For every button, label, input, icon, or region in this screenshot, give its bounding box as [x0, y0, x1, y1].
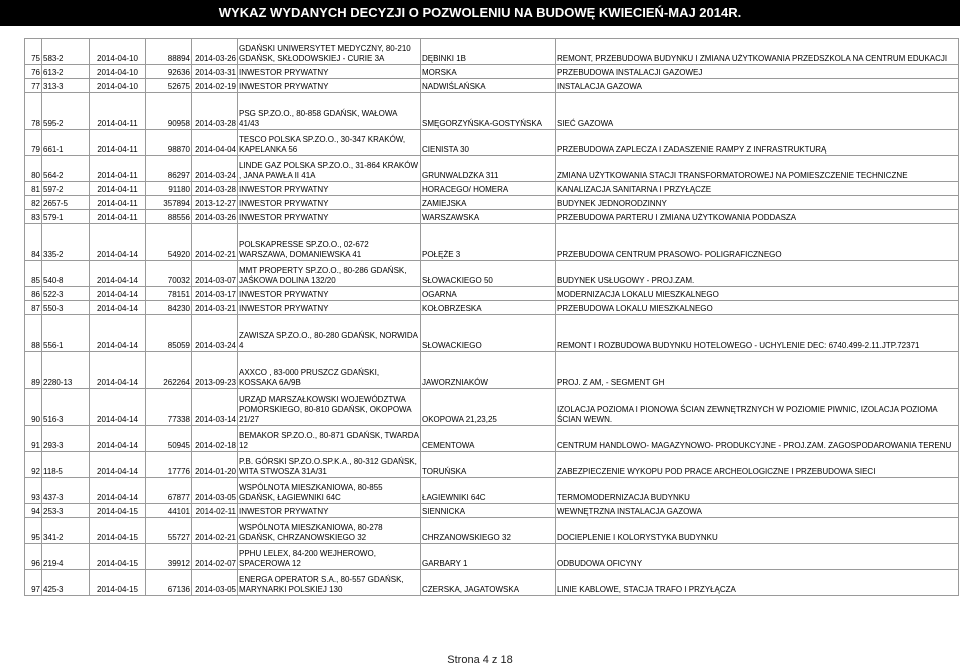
cell-file-number: 78151: [146, 287, 192, 301]
cell-decision-date: 2014-03-14: [192, 389, 238, 426]
cell-lp: 89: [25, 352, 42, 389]
cell-case-number: 118-5: [42, 452, 90, 478]
cell-description: WEWNĘTRZNA INSTALACJA GAZOWA: [556, 504, 959, 518]
cell-case-number: 613-2: [42, 65, 90, 79]
cell-lp: 84: [25, 224, 42, 261]
table-row: [25, 518, 959, 544]
cell-application-date: 2014-04-14: [90, 352, 146, 389]
cell-investor: MMT PROPERTY SP.ZO.O., 80-286 GDAŃSK, JAŚKOWA DOLINA 132/20: [238, 261, 421, 287]
cell-street: TORUŃSKA: [421, 452, 556, 478]
cell-decision-date: 2014-03-07: [192, 261, 238, 287]
cell-case-number: 313-3: [42, 79, 90, 93]
cell-case-number: 2280-13: [42, 352, 90, 389]
cell-file-number: 44101: [146, 504, 192, 518]
cell-application-date: 2014-04-11: [90, 130, 146, 156]
cell-investor: POLSKAPRESSE SP.ZO.O., 02-672 WARSZAWA, DOMANIEWSKA 41: [238, 224, 421, 261]
cell-lp: 90: [25, 389, 42, 426]
cell-street: CHRZANOWSKIEGO 32: [421, 518, 556, 544]
cell-street: HORACEGO/ HOMERA: [421, 182, 556, 196]
cell-decision-date: 2014-03-28: [192, 182, 238, 196]
cell-application-date: 2014-04-14: [90, 224, 146, 261]
cell-street: SIENNICKA: [421, 504, 556, 518]
cell-decision-date: 2014-02-21: [192, 518, 238, 544]
cell-file-number: 98870: [146, 130, 192, 156]
cell-investor: INWESTOR PRYWATNY: [238, 210, 421, 224]
cell-street: NADWIŚLAŃSKA: [421, 79, 556, 93]
cell-description: PRZEBUDOWA CENTRUM PRASOWO- POLIGRAFICZNEGO: [556, 224, 959, 261]
cell-case-number: 335-2: [42, 224, 90, 261]
table-row: [25, 130, 959, 156]
cell-file-number: 54920: [146, 224, 192, 261]
cell-application-date: 2014-04-15: [90, 570, 146, 596]
cell-file-number: 77338: [146, 389, 192, 426]
cell-lp: 83: [25, 210, 42, 224]
cell-application-date: 2014-04-11: [90, 210, 146, 224]
cell-lp: 76: [25, 65, 42, 79]
table-row: [25, 261, 959, 287]
cell-investor: INWESTOR PRYWATNY: [238, 504, 421, 518]
cell-street: ZAMIEJSKA: [421, 196, 556, 210]
cell-investor: LINDE GAZ POLSKA SP.ZO.O., 31-864 KRAKÓW , JANA PAWŁA II 41A: [238, 156, 421, 182]
cell-decision-date: 2014-02-07: [192, 544, 238, 570]
cell-decision-date: 2014-03-24: [192, 315, 238, 352]
cell-investor: PPHU LELEX, 84-200 WEJHEROWO, SPACEROWA 12: [238, 544, 421, 570]
cell-case-number: 540-8: [42, 261, 90, 287]
cell-street: CEMENTOWA: [421, 426, 556, 452]
cell-investor: INWESTOR PRYWATNY: [238, 65, 421, 79]
cell-file-number: 86297: [146, 156, 192, 182]
page-title: WYKAZ WYDANYCH DECYZJI O POZWOLENIU NA BUDOWĘ KWIECIEŃ-MAJ 2014R.: [0, 0, 960, 26]
table-row: [25, 544, 959, 570]
cell-street: MORSKA: [421, 65, 556, 79]
cell-file-number: 39912: [146, 544, 192, 570]
cell-lp: 88: [25, 315, 42, 352]
cell-application-date: 2014-04-14: [90, 287, 146, 301]
table-row: [25, 224, 959, 261]
cell-investor: INWESTOR PRYWATNY: [238, 79, 421, 93]
cell-lp: 81: [25, 182, 42, 196]
cell-file-number: 50945: [146, 426, 192, 452]
cell-description: REMONT, PRZEBUDOWA BUDYNKU I ZMIANA UŻYTKOWANIA PRZEDSZKOLA NA CENTRUM EDUKACJI: [556, 39, 959, 65]
cell-description: PRZEBUDOWA ZAPLECZA I ZADASZENIE RAMPY Z INFRASTRUKTURĄ: [556, 130, 959, 156]
table-row: [25, 182, 959, 196]
cell-street: POŁĘŻE 3: [421, 224, 556, 261]
cell-investor: BEMAKOR SP.ZO.O., 80-871 GDAŃSK, TWARDA 12: [238, 426, 421, 452]
cell-decision-date: 2014-04-04: [192, 130, 238, 156]
cell-case-number: 550-3: [42, 301, 90, 315]
cell-street: SMĘGORZYŃSKA-GOSTYŃSKA: [421, 93, 556, 130]
cell-decision-date: 2014-02-21: [192, 224, 238, 261]
cell-case-number: 437-3: [42, 478, 90, 504]
cell-file-number: 70032: [146, 261, 192, 287]
cell-application-date: 2014-04-15: [90, 544, 146, 570]
cell-decision-date: 2014-03-28: [192, 93, 238, 130]
cell-application-date: 2014-04-15: [90, 504, 146, 518]
cell-file-number: 92636: [146, 65, 192, 79]
cell-lp: 93: [25, 478, 42, 504]
cell-investor: PSG SP.ZO.O., 80-858 GDAŃSK, WAŁOWA 41/43: [238, 93, 421, 130]
cell-application-date: 2014-04-14: [90, 426, 146, 452]
cell-street: ŁAGIEWNIKI 64C: [421, 478, 556, 504]
cell-lp: 79: [25, 130, 42, 156]
cell-description: SIEĆ GAZOWA: [556, 93, 959, 130]
table-row: [25, 210, 959, 224]
cell-file-number: 85059: [146, 315, 192, 352]
cell-case-number: 595-2: [42, 93, 90, 130]
cell-description: REMONT I ROZBUDOWA BUDYNKU HOTELOWEGO - UCHYLENIE DEC: 6740.499-2.11.JTP.72371: [556, 315, 959, 352]
cell-decision-date: 2014-02-19: [192, 79, 238, 93]
table-row: [25, 352, 959, 389]
cell-case-number: 556-1: [42, 315, 90, 352]
cell-lp: 75: [25, 39, 42, 65]
table-row: [25, 39, 959, 65]
cell-decision-date: 2014-03-05: [192, 570, 238, 596]
cell-street: CIENISTA 30: [421, 130, 556, 156]
decisions-table-container: [24, 38, 959, 596]
cell-file-number: 357894: [146, 196, 192, 210]
cell-decision-date: 2014-03-21: [192, 301, 238, 315]
cell-application-date: 2014-04-15: [90, 518, 146, 544]
cell-description: MODERNIZACJA LOKALU MIESZKALNEGO: [556, 287, 959, 301]
cell-decision-date: 2014-01-20: [192, 452, 238, 478]
table-row: [25, 301, 959, 315]
cell-investor: GDAŃSKI UNIWERSYTET MEDYCZNY, 80-210 GDAŃSK, SKŁODOWSKIEJ - CURIE 3A: [238, 39, 421, 65]
cell-file-number: 91180: [146, 182, 192, 196]
cell-investor: WSPÓLNOTA MIESZKANIOWA, 80-278 GDAŃSK, CHRZANOWSKIEGO 32: [238, 518, 421, 544]
cell-investor: INWESTOR PRYWATNY: [238, 182, 421, 196]
cell-case-number: 564-2: [42, 156, 90, 182]
cell-investor: INWESTOR PRYWATNY: [238, 301, 421, 315]
cell-file-number: 17776: [146, 452, 192, 478]
cell-description: TERMOMODERNIZACJA BUDYNKU: [556, 478, 959, 504]
table-row: [25, 65, 959, 79]
cell-decision-date: 2013-12-27: [192, 196, 238, 210]
cell-application-date: 2014-04-14: [90, 301, 146, 315]
cell-investor: TESCO POLSKA SP.ZO.O., 30-347 KRAKÓW, KAPELANKA 56: [238, 130, 421, 156]
cell-case-number: 516-3: [42, 389, 90, 426]
cell-description: IZOLACJA POZIOMA I PIONOWA ŚCIAN ZEWNĘTRZNYCH W POZIOMIE PIWNIC, IZOLACJA POZIOMA ŚCIAN WEWN.: [556, 389, 959, 426]
cell-decision-date: 2014-03-31: [192, 65, 238, 79]
cell-investor: INWESTOR PRYWATNY: [238, 287, 421, 301]
cell-application-date: 2014-04-11: [90, 196, 146, 210]
cell-case-number: 2657-5: [42, 196, 90, 210]
cell-lp: 96: [25, 544, 42, 570]
cell-street: CZERSKA, JAGATOWSKA: [421, 570, 556, 596]
cell-street: WARSZAWSKA: [421, 210, 556, 224]
cell-case-number: 661-1: [42, 130, 90, 156]
cell-case-number: 341-2: [42, 518, 90, 544]
cell-description: ODBUDOWA OFICYNY: [556, 544, 959, 570]
cell-decision-date: 2014-03-26: [192, 210, 238, 224]
cell-file-number: 55727: [146, 518, 192, 544]
table-row: [25, 93, 959, 130]
cell-street: JAWORZNIAKÓW: [421, 352, 556, 389]
table-row: [25, 196, 959, 210]
cell-description: INSTALACJA GAZOWA: [556, 79, 959, 93]
cell-lp: 87: [25, 301, 42, 315]
page-number: Strona 4 z 18: [447, 654, 513, 666]
cell-street: DĘBINKI 1B: [421, 39, 556, 65]
cell-decision-date: 2014-03-05: [192, 478, 238, 504]
cell-case-number: 522-3: [42, 287, 90, 301]
cell-decision-date: 2014-02-18: [192, 426, 238, 452]
cell-application-date: 2014-04-10: [90, 39, 146, 65]
cell-application-date: 2014-04-10: [90, 79, 146, 93]
cell-lp: 91: [25, 426, 42, 452]
cell-lp: 95: [25, 518, 42, 544]
table-row: [25, 426, 959, 452]
table-row: [25, 156, 959, 182]
cell-decision-date: 2014-03-24: [192, 156, 238, 182]
cell-lp: 94: [25, 504, 42, 518]
cell-street: SŁOWACKIEGO 50: [421, 261, 556, 287]
cell-application-date: 2014-04-14: [90, 261, 146, 287]
table-row: [25, 389, 959, 426]
table-row: [25, 570, 959, 596]
cell-case-number: 583-2: [42, 39, 90, 65]
cell-investor: P.B. GÓRSKI SP.ZO.O.SP.K.A., 80-312 GDAŃSK, WITA STWOSZA 31A/31: [238, 452, 421, 478]
cell-case-number: 597-2: [42, 182, 90, 196]
cell-description: PROJ. Z AM, - SEGMENT GH: [556, 352, 959, 389]
cell-decision-date: 2014-03-17: [192, 287, 238, 301]
cell-investor: ZAWISZA SP.ZO.O., 80-280 GDAŃSK, NORWIDA 4: [238, 315, 421, 352]
cell-street: SŁOWACKIEGO: [421, 315, 556, 352]
cell-street: OGARNA: [421, 287, 556, 301]
cell-file-number: 67877: [146, 478, 192, 504]
cell-lp: 85: [25, 261, 42, 287]
cell-investor: AXXCO , 83-000 PRUSZCZ GDAŃSKI, KOSSAKA 6A/9B: [238, 352, 421, 389]
cell-street: GRUNWALDZKA 311: [421, 156, 556, 182]
cell-decision-date: 2014-02-11: [192, 504, 238, 518]
decisions-table: [24, 38, 959, 596]
cell-investor: WSPÓLNOTA MIESZKANIOWA, 80-855 GDAŃSK, ŁAGIEWNIKI 64C: [238, 478, 421, 504]
cell-description: DOCIEPLENIE I KOLORYSTYKA BUDYNKU: [556, 518, 959, 544]
cell-description: ZABEZPIECZENIE WYKOPU POD PRACE ARCHEOLOGICZNE I PRZEBUDOWA SIECI: [556, 452, 959, 478]
cell-description: BUDYNEK JEDNORODZINNY: [556, 196, 959, 210]
cell-description: ZMIANA UŻYTKOWANIA STACJI TRANSFORMATOROWEJ NA POMIESZCZENIE TECHNICZNE: [556, 156, 959, 182]
cell-lp: 82: [25, 196, 42, 210]
cell-application-date: 2014-04-10: [90, 65, 146, 79]
cell-description: PRZEBUDOWA INSTALACJI GAZOWEJ: [556, 65, 959, 79]
cell-application-date: 2014-04-11: [90, 156, 146, 182]
cell-file-number: 67136: [146, 570, 192, 596]
cell-investor: URZĄD MARSZAŁKOWSKI WOJEWÓDZTWA POMORSKIEGO, 80-810 GDAŃSK, OKOPOWA 21/27: [238, 389, 421, 426]
cell-lp: 92: [25, 452, 42, 478]
cell-file-number: 90958: [146, 93, 192, 130]
cell-lp: 86: [25, 287, 42, 301]
cell-description: PRZEBUDOWA LOKALU MIESZKALNEGO: [556, 301, 959, 315]
cell-investor: INWESTOR PRYWATNY: [238, 196, 421, 210]
table-row: [25, 287, 959, 301]
cell-application-date: 2014-04-11: [90, 182, 146, 196]
table-row: [25, 79, 959, 93]
cell-decision-date: 2014-03-26: [192, 39, 238, 65]
cell-application-date: 2014-04-11: [90, 93, 146, 130]
cell-file-number: 262264: [146, 352, 192, 389]
cell-application-date: 2014-04-14: [90, 478, 146, 504]
cell-investor: ENERGA OPERATOR S.A., 80-557 GDAŃSK, MARYNARKI POLSKIEJ 130: [238, 570, 421, 596]
cell-description: KANALIZACJA SANITARNA I PRZYŁĄCZE: [556, 182, 959, 196]
table-row: [25, 315, 959, 352]
cell-lp: 78: [25, 93, 42, 130]
cell-lp: 77: [25, 79, 42, 93]
cell-case-number: 579-1: [42, 210, 90, 224]
cell-street: GARBARY 1: [421, 544, 556, 570]
table-row: [25, 504, 959, 518]
cell-case-number: 219-4: [42, 544, 90, 570]
cell-file-number: 84230: [146, 301, 192, 315]
cell-decision-date: 2013-09-23: [192, 352, 238, 389]
cell-description: PRZEBUDOWA PARTERU I ZMIANA UŻYTKOWANIA PODDASZA: [556, 210, 959, 224]
cell-description: BUDYNEK USŁUGOWY - PROJ.ZAM.: [556, 261, 959, 287]
cell-file-number: 88894: [146, 39, 192, 65]
cell-lp: 80: [25, 156, 42, 182]
cell-file-number: 52675: [146, 79, 192, 93]
table-row: [25, 478, 959, 504]
cell-description: CENTRUM HANDLOWO- MAGAZYNOWO- PRODUKCYJNE - PROJ.ZAM. ZAGOSPODAROWANIA TERENU: [556, 426, 959, 452]
cell-case-number: 253-3: [42, 504, 90, 518]
cell-street: KOŁOBRZESKA: [421, 301, 556, 315]
cell-case-number: 293-3: [42, 426, 90, 452]
cell-application-date: 2014-04-14: [90, 315, 146, 352]
cell-street: OKOPOWA 21,23,25: [421, 389, 556, 426]
table-row: [25, 452, 959, 478]
cell-application-date: 2014-04-14: [90, 452, 146, 478]
cell-case-number: 425-3: [42, 570, 90, 596]
cell-application-date: 2014-04-14: [90, 389, 146, 426]
cell-file-number: 88556: [146, 210, 192, 224]
cell-description: LINIE KABLOWE, STACJA TRAFO I PRZYŁĄCZA: [556, 570, 959, 596]
cell-lp: 97: [25, 570, 42, 596]
